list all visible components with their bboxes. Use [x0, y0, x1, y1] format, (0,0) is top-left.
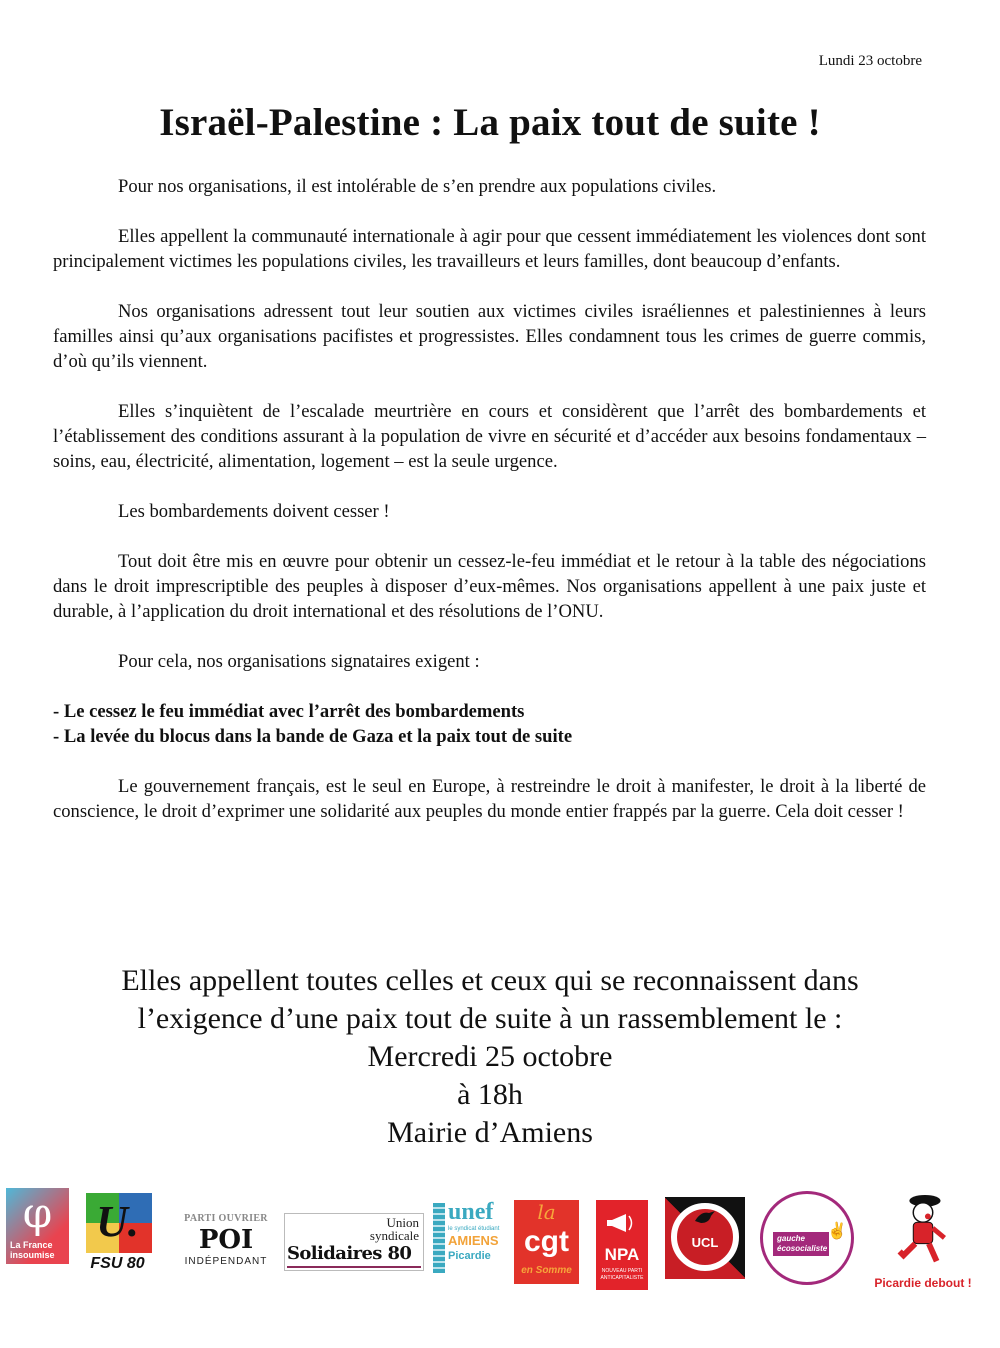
logo-text: POI: [198, 1225, 254, 1255]
logo-letter: U.: [96, 1197, 139, 1246]
unef-text-column: [448, 1199, 508, 1263]
logo-poi: [172, 1213, 280, 1275]
logo-text: la: [537, 1200, 556, 1224]
logo-la-france-insoumise: [6, 1188, 69, 1264]
call-to-action: [0, 962, 980, 1152]
call-line-1: Elles appellent toutes celles et ceux qui se reconnaissent dans: [121, 964, 859, 997]
underline: [287, 1266, 421, 1268]
document-body: [53, 174, 926, 849]
call-line-2: l’exigence d’une paix tout de suite à un rassemblement le :: [137, 1002, 843, 1035]
logo-text: AMIENS: [448, 1233, 499, 1248]
logo-text: en Somme: [521, 1265, 572, 1276]
phi-symbol-icon: φ: [22, 1188, 53, 1237]
lafleur-figure-icon: [895, 1193, 951, 1269]
logo-text: le syndicat étudiant: [448, 1226, 500, 1232]
logo-text: INDÉPENDANT: [184, 1256, 268, 1267]
paragraph: Elles s’inquiètent de l’escalade meurtrière en cours et considèrent que l’arrêt des bombardements et l’établissement des conditions assurant à la population de vivre en sécurité et d’accéder aux besoins fondamentaux – soins, eau, électricité, alimentation, logement – est la seule urgence.: [53, 401, 926, 472]
demand-item: - Le cessez le feu immédiat avec l’arrêt des bombardements: [53, 701, 525, 722]
logo-text: gauche écosocialiste: [773, 1232, 829, 1256]
logo-cgt-en-somme: [514, 1200, 579, 1284]
paragraph: Elles appellent la communauté internationale à agir pour que cessent immédiatement les violences dont sont principalement victimes les populations civiles, les travailleurs et leurs familles, dont beaucoup d’enfants.: [53, 226, 926, 272]
document-title: Israël-Palestine : La paix tout de suite !: [159, 101, 821, 144]
logo-text: cgt: [524, 1225, 569, 1258]
logo-unef-amiens: [432, 1199, 508, 1279]
paragraph: Pour cela, nos organisations signataires exigent :: [118, 651, 480, 672]
paragraph: Tout doit être mis en œuvre pour obtenir un cessez-le-feu immédiat et le retour à la table des négociations dans le droit imprescriptible des peuples à disposer d’eux-mêmes. Nos organisations appellent à une paix juste et durable, à l’application du droit international et des résolutions de l’ONU.: [53, 551, 926, 622]
logo-text: Picardie: [448, 1250, 491, 1262]
logo-text: PARTI OUVRIER: [184, 1213, 268, 1224]
document-date: Lundi 23 octobre: [818, 53, 922, 69]
logo-text: UCL: [691, 1235, 719, 1250]
demands-list: [53, 699, 926, 749]
paragraph: Pour nos organisations, il est intolérable de s’en prendre aux populations civiles.: [118, 176, 717, 197]
logo-text: unef: [448, 1199, 494, 1225]
logo-ucl: [665, 1197, 745, 1279]
event-place: Mairie d’Amiens: [387, 1116, 593, 1149]
victory-hand-icon: ✌: [827, 1223, 847, 1240]
paragraph: Les bombardements doivent cesser !: [118, 501, 390, 522]
logo-text: Union syndicale: [369, 1215, 419, 1243]
logo-text: Picardie debout !: [874, 1276, 972, 1290]
blackbird-icon: [693, 1207, 717, 1227]
paragraph: Nos organisations adressent tout leur soutien aux victimes civiles israéliennes et palestiniennes à leurs familles ainsi qu’aux organisations pacifistes et progressistes. Elles condamnent tous les crimes de guerre commis, d’où qu’ils viennent.: [53, 301, 926, 372]
logo-picardie-debout: [868, 1193, 978, 1297]
signatory-logos: [0, 1185, 1000, 1305]
logo-text: Solidaires 80: [287, 1243, 412, 1264]
logo-text: FSU 80: [90, 1255, 145, 1272]
logo-npa: [596, 1200, 648, 1290]
logo-gauche-ecosocialiste: [760, 1191, 854, 1285]
event-date: Mercredi 25 octobre: [367, 1040, 613, 1073]
event-time: à 18h: [457, 1078, 523, 1111]
logo-text: NOUVEAU PARTI ANTICAPITALISTE: [600, 1268, 644, 1281]
logo-fsu-80: [80, 1193, 155, 1275]
closing-paragraph: Le gouvernement français, est le seul en Europe, à restreindre le droit à manifester, le droit à la liberté de conscience, le droit d’exprimer une solidarité aux peuples du monde entier frappés par la guerre. Cela doit cesser !: [53, 776, 926, 822]
logo-solidaires-80: [284, 1213, 424, 1271]
megaphone-icon: [596, 1206, 648, 1240]
belfry-icon: [433, 1203, 445, 1273]
logo-text: La France insoumise: [10, 1240, 55, 1260]
logo-text: NPA: [604, 1245, 640, 1264]
demand-item: - La levée du blocus dans la bande de Gaza et la paix tout de suite: [53, 726, 573, 747]
